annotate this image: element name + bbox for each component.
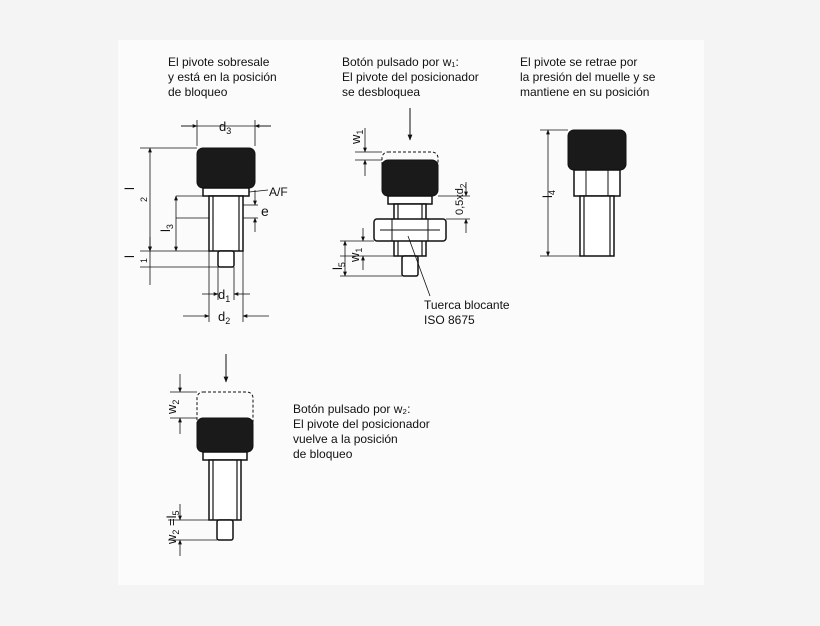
dim-l3: $l_3$ (158, 224, 175, 232)
dim-l2: 2 (139, 196, 149, 202)
knob (197, 418, 253, 452)
caption-line: se desbloquea (342, 85, 421, 99)
dim-d3: $d_3$ (219, 119, 232, 136)
dim-l-lower: l (122, 255, 137, 258)
hex-collar (574, 170, 620, 196)
dim-e: e (261, 203, 269, 219)
caption-line: y está en la posición (168, 70, 277, 84)
caption-line: de bloqueo (168, 85, 228, 99)
figure-w2 (168, 354, 253, 556)
figure-locked (140, 120, 271, 322)
hex-collar (203, 452, 247, 460)
dim-l1: 1 (139, 257, 149, 263)
knob (568, 130, 626, 170)
caption-line: la presión del muelle y se (520, 70, 656, 84)
dim-w2: $w_2$ (164, 399, 181, 414)
caption-line: Botón pulsado por w₂: (293, 402, 411, 416)
plunger-pin (217, 520, 233, 540)
caption-line: de bloqueo (293, 447, 353, 461)
threaded-body (580, 196, 614, 256)
caption-line: Botón pulsado por w₁: (342, 55, 459, 69)
dim-d2: $d_2$ (218, 309, 231, 326)
dim-half-d2: $0,5xd_2$ (454, 183, 468, 215)
caption-line: Tuerca blocante (424, 298, 510, 312)
dim-l5: $l_5$ (330, 262, 347, 270)
caption-line: ISO 8675 (424, 313, 475, 327)
caption-line: El pivote del posicionador (342, 70, 479, 84)
caption-line: mantiene en su posición (520, 85, 650, 99)
plunger-pin (218, 251, 234, 267)
caption-line: El pivote del posicionador (293, 417, 430, 431)
hex-collar (388, 196, 432, 204)
dim-w1-low: $w_1$ (347, 247, 364, 262)
dim-l: l (122, 187, 137, 190)
threaded-body (209, 460, 241, 520)
plunger-pin (402, 256, 418, 276)
threaded-body (209, 196, 243, 251)
dim-l4: $l_4$ (540, 190, 557, 198)
caption-line: El pivote sobresale (168, 55, 270, 69)
dim-w2-eq-l5: $w_2 =l_5$ (164, 510, 181, 544)
caption-line: vuelve a la posición (293, 432, 398, 446)
dim-d1: $d_1$ (218, 287, 231, 304)
dim-af: A/F (269, 185, 288, 199)
knob (382, 160, 438, 196)
knob (197, 148, 255, 188)
dim-w1-top: $w_1$ (348, 129, 365, 144)
hex-collar (203, 188, 249, 196)
caption-line: El pivote se retrae por (520, 55, 638, 69)
